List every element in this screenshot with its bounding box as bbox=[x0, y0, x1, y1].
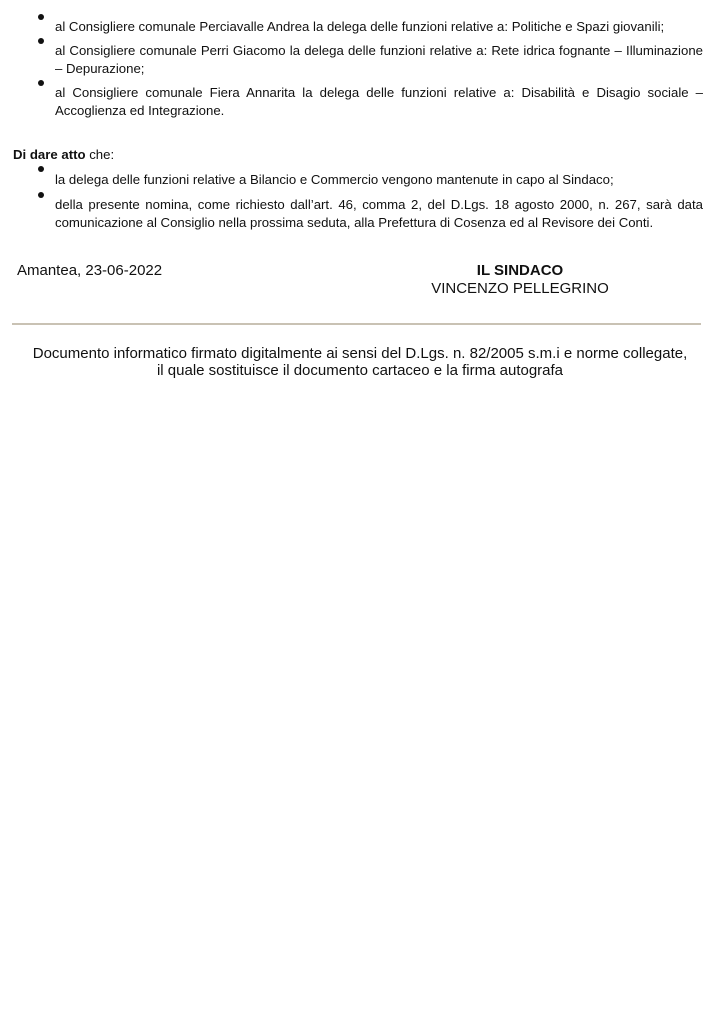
digital-signature-note bbox=[0, 345, 720, 379]
delegation-text: al Consigliere comunale Fiera Annarita la delega delle funzioni relative a: Disabilità e Disagio sociale – Accoglienza ed Integrazione. bbox=[55, 85, 703, 118]
footer-line-1: Documento informatico firmato digitalmente ai sensi del D.Lgs. n. 82/2005 s.m.i e norme collegate, bbox=[32, 345, 688, 362]
signature-role: IL SINDACO bbox=[476, 262, 564, 279]
divider bbox=[12, 323, 701, 325]
delegation-text: al Consigliere comunale Perri Giacomo la delega delle funzioni relative a: Rete idrica fognante – Illuminazione – Depurazione; bbox=[55, 43, 703, 76]
footer-line-2: il quale sostituisce il documento cartaceo e la firma autografa bbox=[156, 362, 564, 379]
acknowledgement-text: la delega delle funzioni relative a Bilancio e Commercio vengono mantenute in capo al Sindaco; bbox=[55, 172, 614, 187]
bullet-icon bbox=[38, 38, 44, 44]
signature-block bbox=[400, 262, 640, 298]
acknowledgement-heading bbox=[13, 146, 114, 164]
delegation-text: al Consigliere comunale Perciavalle Andrea la delega delle funzioni relative a: Politiche e Spazi giovanili; bbox=[55, 19, 665, 34]
acknowledgement-lead-rest: che: bbox=[85, 147, 115, 162]
acknowledgement-lead-bold: Di dare atto bbox=[13, 147, 86, 162]
bullet-icon bbox=[38, 166, 44, 172]
place-date: Amantea, 23-06-2022 bbox=[17, 262, 163, 279]
bullet-icon bbox=[38, 192, 44, 198]
bullet-icon bbox=[38, 14, 44, 20]
bullet-icon bbox=[38, 80, 44, 86]
acknowledgement-text: della presente nomina, come richiesto dall’art. 46, comma 2, del D.Lgs. 18 agosto 2000, n. 267, sarà data comunicazione al Consiglio nella prossima seduta, alla Prefettura di Cosenza ed al Revisore dei Conti. bbox=[55, 197, 703, 230]
signature-name: VINCENZO PELLEGRINO bbox=[431, 280, 609, 297]
